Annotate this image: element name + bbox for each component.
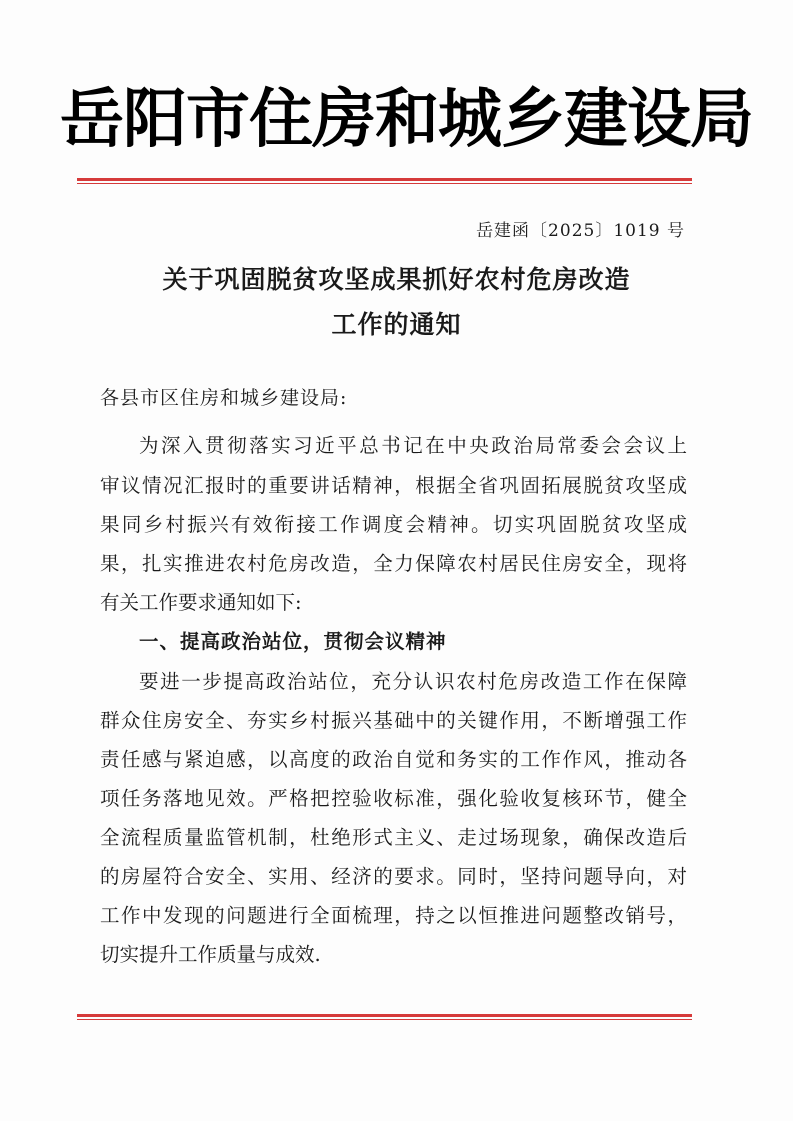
recipient-line: 各县市区住房和城乡建设局: xyxy=(100,387,348,409)
letterhead-red-rule xyxy=(77,178,692,184)
intro-line: 为深入贯彻落实习近平总书记在中央政治局常委会会议上 xyxy=(139,434,687,457)
section-1-heading: 一、提高政治站位，贯彻会议精神 xyxy=(139,630,447,653)
letterhead-organization: 岳阳市住房和城乡建设局 xyxy=(60,83,753,157)
intro-line: 果同乡村振兴有效衔接工作调度会精神。切实巩固脱贫攻坚成 xyxy=(100,513,687,536)
notice-title-line-1: 关于巩固脱贫攻坚成果抓好农村危房改造 xyxy=(162,265,631,294)
rule-thin-line xyxy=(77,1019,692,1020)
section-1-line: 群众住房安全、夯实乡村振兴基础中的关键作用，不断增强工作 xyxy=(100,709,687,732)
rule-thin-line xyxy=(77,183,692,184)
section-1-line: 工作中发现的问题进行全面梳理，持之以恒推进问题整改销号， xyxy=(100,904,687,927)
notice-title-line-2: 工作的通知 xyxy=(331,310,462,339)
document-number: 岳建函〔2025〕1019 号 xyxy=(476,221,685,241)
intro-line: 果，扎实推进农村危房改造，全力保障农村居民住房安全，现将 xyxy=(100,552,687,575)
intro-line: 审议情况汇报时的重要讲话精神，根据全省巩固拓展脱贫攻坚成 xyxy=(100,474,687,497)
section-1-line: 责任感与紧迫感，以高度的政治自觉和务实的工作作风，推动各 xyxy=(100,748,687,771)
section-1-line: 全流程质量监管机制，杜绝形式主义、走过场现象，确保改造后 xyxy=(100,826,687,849)
rule-thick-line xyxy=(77,1014,692,1017)
footer-red-rule xyxy=(77,1014,692,1020)
section-1-line: 的房屋符合安全、实用、经济的要求。同时，坚持问题导向，对 xyxy=(100,865,687,888)
section-1-line: 要进一步提高政治站位，充分认识农村危房改造工作在保障 xyxy=(139,670,687,693)
intro-line: 有关工作要求通知如下: xyxy=(100,591,302,614)
section-1-line: 项任务落地见效。严格把控验收标准，强化验收复核环节，健全 xyxy=(100,787,687,810)
rule-thick-line xyxy=(77,178,692,181)
section-1-line: 切实提升工作质量与成效. xyxy=(100,943,321,966)
